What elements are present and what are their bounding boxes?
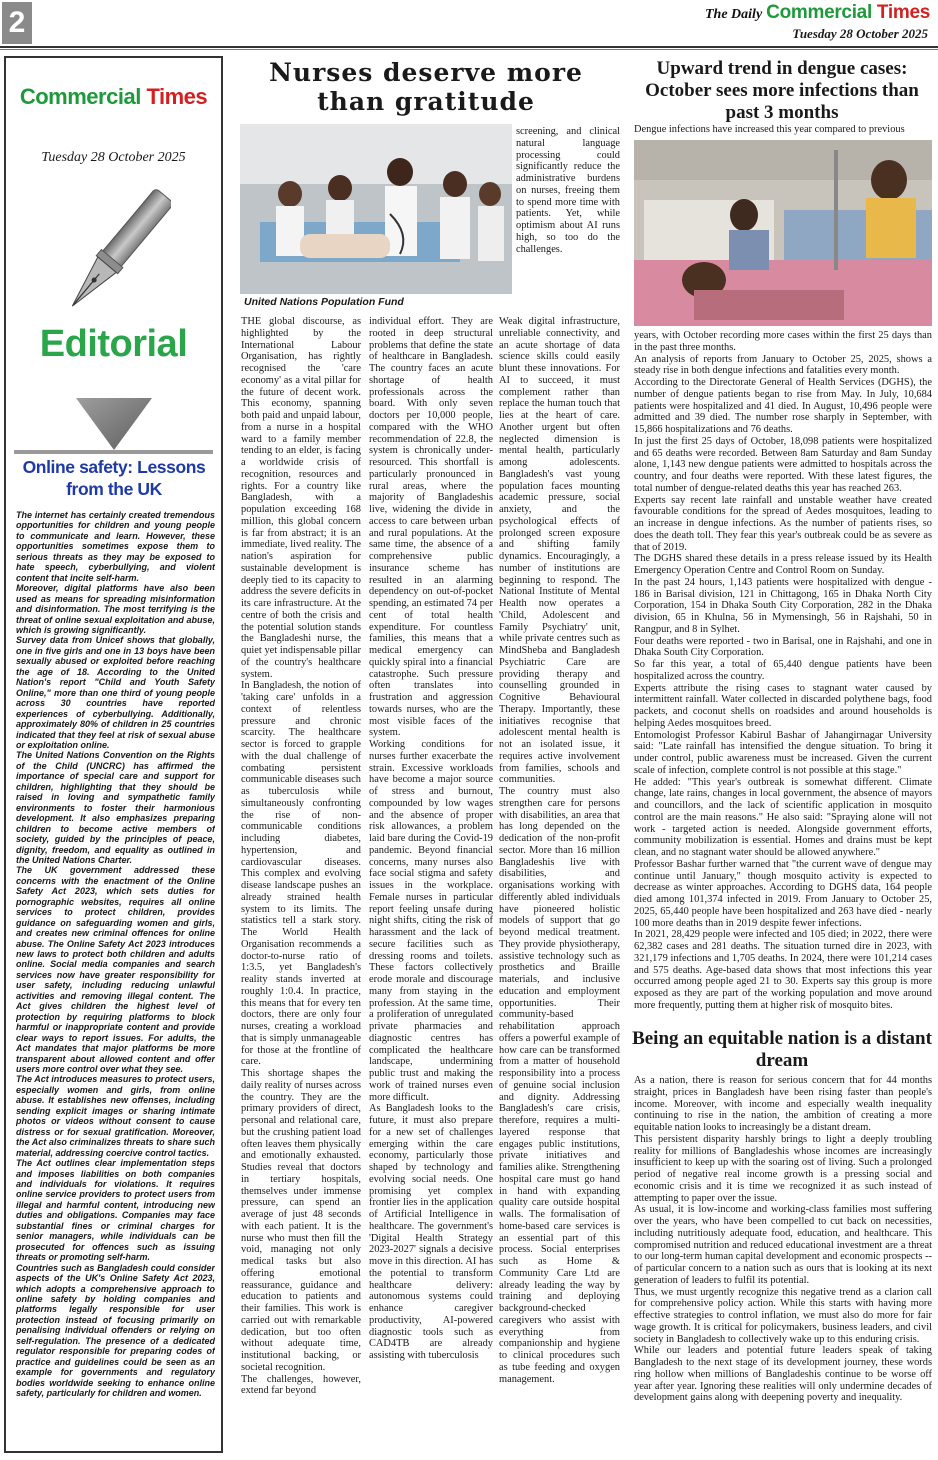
sidebar-article-body	[16, 510, 215, 1450]
editorial-sidebar	[4, 56, 223, 1453]
masthead-times: Times	[876, 2, 930, 22]
paragraph: The challenges, however, extend far beyond	[241, 1373, 361, 1397]
paragraph: The country must also strengthen care for persons with disabilities, an area that has long depended on the dedication of the non-profit sector. More than 16 million Bangladeshis live with disabilities, and organisations working with differently abled individuals have pioneered holistic models of support that go beyond medical treatment. They provide physiotherapy, assistive technology such as prosthetics and Braille materials, and inclusive education and employment opportunities. Their community-based rehabilitation approach offers a powerful example of how care can be transformed from a matter of household responsibility into a process of genuine social inclusion and dignity. Addressing Bangladesh's care crisis, therefore, requires a multi-layered response that engages public institutions, private initiatives and families alike. Strengthening hospital care must go hand in hand with expanding quality care outside hospital walls. The formalisation of home-based care services is an essential part of this process. Social enterprises such as Home & Community Care Ltd are already leading the way by training and deploying background-checked caregivers who assist with everything from companionship and hygiene to clinical procedures such as tube feeding and oxygen management.	[499, 786, 620, 1385]
header-date: Tuesday 28 October 2025	[792, 26, 928, 41]
sidebar-divider	[14, 450, 213, 454]
editorial-heading: Editorial	[39, 323, 188, 365]
paragraph: The internet has certainly created tremendous opportunities for children and young people to communicate and learn. However, these opportunities sometimes expose them to serious threats as they may be exposed to hate speech, cyberbullying, and violent content that incite self-harm.	[16, 510, 215, 583]
photo-caption: United Nations Population Fund	[244, 296, 404, 308]
paragraph: THE global discourse, as highlighted by the International Labour Organisation, has rightly recognised the 'care economy' as a vital pillar for the future of decent work. This economy, spanning both paid and unpaid labour, from a nurse in a hospital ward to a family member tending to an elder, is facing a worldwide crisis of recognition, resources and rights. For a country like Bangladesh, with a population exceeding 168 million, this global concern is far from abstract; it is an immediate, lived reality. The nation's aspiration for sustainable development is deeply tied to its capacity to address the severe deficits in its care infrastructure. At the centre of both the crisis and the potential solution stands the Bangladeshi nurse, the quiet yet indispensable pillar of the country's healthcare system.	[241, 316, 361, 680]
nurses-column-1	[241, 316, 361, 1444]
paragraph: According to the Directorate General of Health Services (DGHS), the number of dengue patients began to rise from May. In July, 10,684 patients were hospitalized and 41 died. In August, 10,496 people were admitted and 39 died. The number rose sharply in September, with 15,866 hospitalizations and 76 deaths.	[634, 377, 932, 435]
paragraph: In the past 24 hours, 1,143 patients were hospitalized with dengue - 186 in Barisal division, 121 in Chittagong, 165 in Dhaka North City Corporation, 154 in Dhaka South City Corporation, 282 in the Dhaka division, 65 in Khulna, 56 in Mymensingh, 56 in Rajshahi, 50 in Rangpur, and 8 in Sylhet.	[634, 576, 932, 635]
title-line: Nurses deserve more	[269, 58, 583, 87]
masthead-the-daily: The Daily	[705, 7, 763, 22]
paragraph: Professor Bashar further warned that "the current wave of dengue may continue until January," though mosquito activity is expected to decrease as winter approaches. According to DGHS data, 164 people died among 101,374 infected in 2019. From January to October 25, 2025, 65,440 people have been hospitalized and 263 have died - nearly 100 more deaths than in 2019 despite fewer infections.	[634, 858, 932, 929]
paragraph: In Bangladesh, the notion of 'taking care' unfolds in a context of relentless pressure and chronic scarcity. The healthcare sector is forced to grapple with the dual challenge of combating persistent communicable diseases such as tuberculosis while simultaneously confronting the rise of non-communicable conditions including diabetes, hypertension, and cardiovascular diseases. This complex and evolving disease landscape pushes an already strained health system to its limits. The statistics tell a stark story. The World Health Organisation recommends a doctor-to-nurse ratio of 1:3.5, yet Bangladesh's reality stands inverted at roughly 1:0.4. In practice, this means that for every ten doctors, there are only four nurses, creating a workload that is simply unmanageable for those at the frontline of care.	[241, 680, 361, 1068]
dengue-article-title: Upward trend in dengue cases: October sees more infections than past 3 months	[645, 58, 919, 123]
paragraph: Four deaths were reported - two in Barisal, one in Rajshahi, and one in Dhaka South City Corporation.	[634, 635, 932, 659]
paragraph: In 2021, 28,429 people were infected and 105 died; in 2022, there were 62,382 cases and 281 deaths. The situation turned dire in 2023, with 321,179 infections and 1,705 deaths. In 2024, there were 101,214 cases and 575 deaths. Age-based data shows that most infections this year occurred among people aged 21 to 30. Experts say this group is more exposed as they are part of the working population and move around more frequently, putting them at higher risk of mosquito bites.	[634, 929, 932, 1011]
dengue-lead: Dengue infections have increased this year compared to previous	[634, 124, 905, 135]
down-arrow-icon	[74, 394, 154, 454]
paragraph: Working conditions for nurses further exacerbate the strain. Excessive workloads have become a major source of stress and burnout, compounded by low wages and the absence of proper risk allowances, a problem laid bare during the Covid-19 pandemic. Beyond financial concerns, many nurses also face social stigma and safety issues in the workplace. Female nurses in particular report feeling unsafe during night shifts, citing the risk of harassment and the lack of secure facilities such as dressing rooms and toilets. These factors collectively erode morale and discourage many from staying in the profession. At the same time, a proliferation of unregulated private pharmacies and diagnostic centres has complicated the healthcare landscape, undermining public trust and making the work of trained nurses even more difficult.	[369, 739, 493, 1103]
paragraph: So far this year, a total of 65,440 dengue patients have been hospitalized across the country.	[634, 659, 932, 682]
page-number: 2	[2, 2, 32, 44]
sidebar-logo-times: Times	[146, 84, 208, 109]
nurses-training-photo	[240, 124, 512, 294]
header-rule-thin	[0, 49, 938, 50]
paragraph: In just the first 25 days of October, 18,098 patients were hospitalized and 65 deaths were recorded. Between 8am Saturday and 8am Sunday alone, 1,143 new dengue patients were admitted to hospitals across the country, and four deaths were reported. With these latest figures, the total number of dengue-related deaths this year has reached 263.	[634, 435, 932, 494]
paragraph: The United Nations Convention on the Rights of the Child (UNCRC) has affirmed the importance of special care and support for children, highlighting that they should be raised in loving and sympathetic family environments to foster their harmonious development. It also emphasizes preparing children to become active members of society, guided by the principles of peace, dignity, freedom, and equality as outlined in the United Nations Charter.	[16, 750, 215, 865]
paragraph: As Bangladesh looks to the future, it must also prepare for a new set of challenges emerging within the care economy, particularly those shaped by technology and evolving social needs. One promising yet complex frontier lies in the application of Artificial Intelligence in healthcare. The government's 'Digital Health Strategy 2023-2027' signals a decisive move in this direction. AI has the potential to transform healthcare delivery: autonomous systems could enhance caregiver productivity, AI-powered diagnostic tools such as CAD4TB are already assisting with tuberculosis	[369, 1103, 493, 1361]
title-line: than gratitude	[317, 87, 535, 116]
paragraph: Weak digital infrastructure, unreliable connectivity, and an acute shortage of data science skills could easily blunt these innovations. For AI to succeed, it must complement rather than replace the human touch that lies at the heart of care. Another urgent but often neglected dimension is mental health, particularly among adolescents. Bangladesh's vast young population faces mounting academic pressure, social anxiety, and the psychological effects of prolonged screen exposure and shifting family dynamics. Encouragingly, a number of institutions are beginning to respond. The National Institute of Mental Health now operates a 'Child, Adolescent and Family Psychiatry' unit, while private centres such as MindSheba and Bangladesh Psychiatric Care are providing therapy and counselling grounded in Cognitive Behavioural Therapy. Importantly, these initiatives recognise that adolescent mental health is not an isolated issue, it requires active involvement from families, schools and communities.	[499, 316, 620, 786]
equitable-article-title: Being an equitable nation is a distant dream	[632, 1028, 932, 1071]
paragraph: Entomologist Professor Kabirul Bashar of Jahangirnagar University said: "Late rainfall has intensified the dengue situation. To bring it under control, public awareness must be increased. Given the current scale of infection, complete control is not possible at this stage."	[634, 729, 932, 776]
paragraph: The UK government addressed these concerns with the enactment of the Online Safety Act 2023, which sets duties for pornographic websites, requires all online services to protect children, provides guidance on safeguarding women and girls, and creates new criminal offences for online abuse. The Online Safety Act 2023 introduces new laws to protect both children and adults online. Social media companies and search services now have greater responsibility for user safety, including reducing unlawful activities and removing illegal content. The Act gives children the highest level of protection by requiring platforms to block harmful or inappropriate content and provide clear ways to report issues. For adults, the Act mandates that major platforms be more transparent about allowed content and offer users more control over what they see.	[16, 865, 215, 1075]
nurses-article-title	[232, 58, 620, 116]
equitable-article-body	[634, 1075, 932, 1453]
paragraph: This persistent disparity harshly brings to light a deeply troubling reality for millions of Bangladeshis whose incomes are increasingly insufficient to keep up with the soaring ost of living. Such a prolonged period of negative real income growth is a pressing social and economic crisis and it is time we recognized it as such instead of attempting to paper over the issue.	[634, 1133, 932, 1204]
sidebar-date: Tuesday 28 October 2025	[41, 150, 186, 165]
dengue-hospital-photo	[634, 140, 932, 326]
nurses-wrap-text: screening, and clinical natural language processing could significantly reduce the administrative burdens on nurses, freeing them to spend more time with patients. Yet, while optimism about AI runs high, so too do the challenges.	[516, 126, 620, 255]
nurses-column-2	[369, 316, 493, 1444]
paragraph: years, with October recording more cases within the first 25 days than in the past three months.	[634, 330, 932, 353]
paragraph: The Act outlines clear implementation steps and imposes liabilities on both companies and individuals for violations. It requires online service providers to protect users from illegal and harmful content, introducing new duties and obligations. Companies may face substantial fines or criminal charges for senior managers, while individuals can be prosecuted for offences such as issuing threats or promoting self-harm.	[16, 1158, 215, 1263]
paragraph: He added: "This year's outbreak is somewhat different. Climate change, late rains, changes in local government, the absence of mayors and councillors, and the lack of scientific application in mosquito control are the main reasons." He also said: "Spraying alone will not work - targeted action is needed. Alongside government efforts, community mobilization is essential. Homes and drains must be kept clean, and no stagnant water should be allowed anywhere."	[634, 776, 932, 858]
paragraph: This shortage shapes the daily reality of nurses across the country. They are the primary providers of direct, personal and relational care, but the crushing patient load often leaves them physically and emotionally exhausted. Studies reveal that doctors in tertiary hospitals, themselves under immense pressure, can spend an average of just 48 seconds with each patient. It is the nurse who must then fill the void, managing not only medical tasks but also offering emotional reassurance, guidance and education to patients and their families. This work is carried out with remarkable dedication, but too often without adequate time, institutional backing, or societal recognition.	[241, 1068, 361, 1373]
paragraph: Countries such as Bangladesh could consider aspects of the UK's Online Safety Act 2023, which adopts a comprehensive approach to online safety by holding companies and platforms legally responsible for user protection instead of focusing primarily on penalising individual offenders or relying on self-regulation. The presence of a dedicated regulator responsible for preparing codes of practice and guidelines could be seen as an example for governments and regulatory bodies worldwide seeking to enhance online safety, particularly for children and women.	[16, 1262, 215, 1399]
paragraph: The Act introduces measures to protect users, especially women and girls, from online abuse. It establishes new offenses, including sending explicit images or sharing intimate photos or videos without consent to cause distress or for sexual gratification. Moreover, the Act also criminalizes threats to share such material, addressing coercive control tactics.	[16, 1074, 215, 1158]
nurses-column-3	[499, 316, 620, 1444]
masthead	[570, 2, 930, 22]
masthead-commercial: Commercial	[766, 2, 872, 22]
paragraph: The DGHS shared these details in a press release issued by its Health Emergency Operation Centre and Control Room on Sunday.	[634, 553, 932, 576]
paragraph: While our leaders and potential future leaders speak of taking Bangladesh to the next stage of its development journey, these words ring hollow when millions of Bangladeshis continue to be worse off year after year. Ignoring these realities will only undermine decades of development gains along with deepening poverty and inequality.	[634, 1345, 932, 1404]
sidebar-article-title: Online safety: Lessons from the UK	[22, 457, 206, 499]
paragraph: Thus, we must urgently recognize this negative trend as a clarion call for comprehensive policy action. While this starts with having more effective strategies to control inflation, we must also do more for fair wage growth. It is critical for policymakers, business leaders, and civil society in Bangladesh to collectively wake up to this enduring crisis.	[634, 1286, 932, 1345]
sidebar-logo-commercial: Commercial	[19, 84, 141, 109]
paragraph: An analysis of reports from January to October 25, 2025, shows a steady rise in both dengue infections and fatalities every month.	[634, 353, 932, 377]
header-rule	[0, 46, 938, 48]
paragraph: Survey data from Unicef shows that globally, one in five girls and one in 13 boys have been sexually abused or exploited before reaching the age of 18. According to the United Nation's report "Child and Youth Safety Online," more than one third of young people across 30 countries have reported experiences of cyberbullying. Additionally, approximately 80% of children in 25 countries indicated that they feel at risk of sexual abuse or exploitation online.	[16, 635, 215, 750]
paragraph: Experts attribute the rising cases to stagnant water caused by intermittent rainfall. Water collected in discarded polythene bags, food packets, and coconut shells on roadsides and around households is helping Aedes mosquitoes breed.	[634, 682, 932, 729]
paragraph: Experts say recent late rainfall and unstable weather have created favourable conditions for the spread of Aedes mosquitoes, leading to an increase in dengue infections. As the number of patients rises, so does the death toll. They fear this year's outbreak could be as severe as that of 2019.	[634, 494, 932, 553]
paragraph: individual effort. They are rooted in deep structural problems that define the state of healthcare in Bangladesh. The country faces an acute shortage of health professionals across the board. With only seven doctors per 10,000 people, compared with the WHO recommendation of 22.8, the system is chronically under-resourced. This shortfall is particularly pronounced in rural areas, where the majority of Bangladeshis live, widening the divide in access to care between urban and rural populations. At the same time, the absence of a comprehensive public insurance scheme has resulted in an alarming dependency on out-of-pocket spending, an estimated 74 per cent of total health expenditure. For countless families, this means that a medical emergency can quickly spiral into a financial catastrophe. Such pressure often translates into frustration and aggression towards nurses, who are the most visible faces of the system.	[369, 316, 493, 739]
sidebar-logo	[6, 84, 221, 110]
dengue-article-body	[634, 330, 932, 1022]
fountain-pen-icon	[61, 184, 171, 324]
paragraph: Moreover, digital platforms have also been used as means for spreading misinformation and disinformation. The most terrifying is the threat of online sexual exploitation and abuse, which is growing significantly.	[16, 583, 215, 635]
paragraph: As usual, it is low-income and working-class families most suffering over the years, who have been compelled to cut back on necessities, including nutritiously adequate food, education, and healthcare. This compromised nutrition and reduced educational investment are a threat to our long-term human capital development and economic prospects -- of particular concern to a nation such as ours that is looking at its next generation of leaders to fulfil its potential.	[634, 1204, 932, 1286]
masthead-logo	[766, 2, 930, 22]
paragraph: As a nation, there is reason for serious concern that for 44 months straight, prices in Bangladesh have been rising faster than people's income. Moreover, with income and especially wealth inequality continuing to rise in the nation, the ambition of creating a more equitable nation looks to increasingly be a distant dream.	[634, 1075, 932, 1133]
